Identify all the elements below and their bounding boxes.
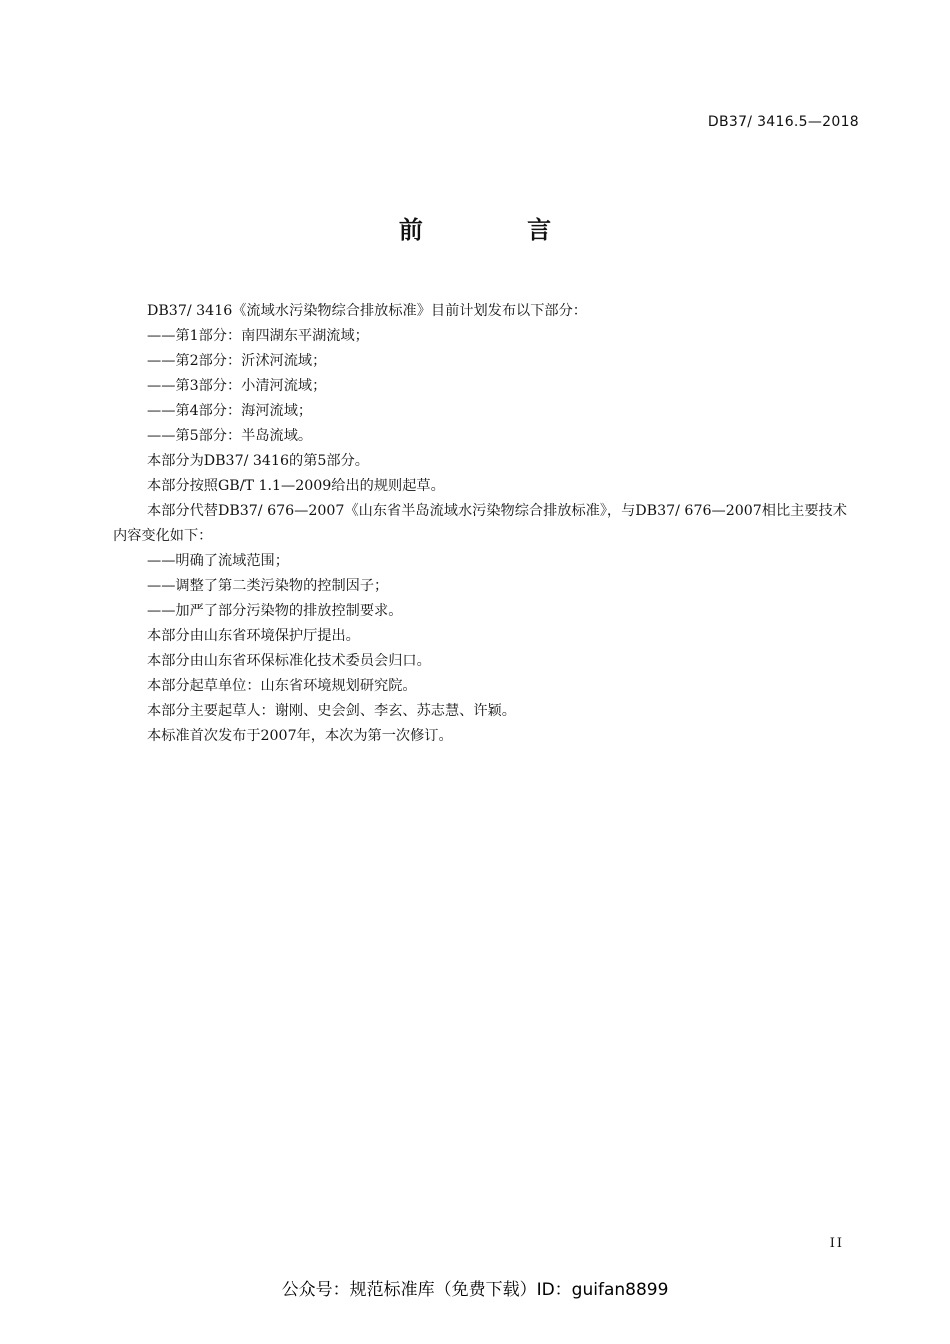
paragraph: 本部分为DB37/ 3416的第5部分。: [147, 453, 369, 469]
paragraph: 本部分由山东省环境保护厅提出。: [147, 628, 360, 644]
list-item: ——第2部分：沂沭河流域；: [147, 353, 327, 369]
list-item: ——第1部分：南四湖东平湖流域；: [147, 328, 369, 344]
paragraph: 本部分起草单位：山东省环境规划研究院。: [147, 678, 417, 694]
paragraph: 本标准首次发布于2007年，本次为第一次修订。: [147, 728, 453, 744]
document-code: DB37/ 3416.5—2018: [707, 114, 859, 130]
page-number: II: [829, 1236, 844, 1251]
list-item: ——调整了第二类污染物的控制因子；: [147, 578, 389, 594]
paragraph: 本部分代替DB37/ 676—2007《山东省半岛流域水污染物综合排放标准》，与DB37/ 676—2007相比主要技术内容变化如下：: [113, 503, 847, 544]
foreword-body: [113, 299, 860, 749]
paragraph: 本部分按照GB/T 1.1—2009给出的规则起草。: [147, 478, 445, 494]
paragraph: DB37/ 3416《流域水污染物综合排放标准》目前计划发布以下部分：: [147, 303, 587, 319]
list-item: ——第4部分：海河流域；: [147, 403, 313, 419]
list-item: ——第3部分：小清河流域；: [147, 378, 327, 394]
paragraph: 本部分主要起草人：谢刚、史会剑、李玄、苏志慧、许颖。: [147, 703, 516, 719]
page-title: 前 言: [398, 216, 600, 244]
footer-banner: 公众号：规范标准库（免费下载）ID：guifan8899: [281, 1280, 669, 1300]
list-item: ——加严了部分污染物的排放控制要求。: [147, 603, 403, 619]
paragraph: 本部分由山东省环保标准化技术委员会归口。: [147, 653, 431, 669]
list-item: ——第5部分：半岛流域。: [147, 428, 313, 444]
list-item: ——明确了流域范围；: [147, 553, 289, 569]
